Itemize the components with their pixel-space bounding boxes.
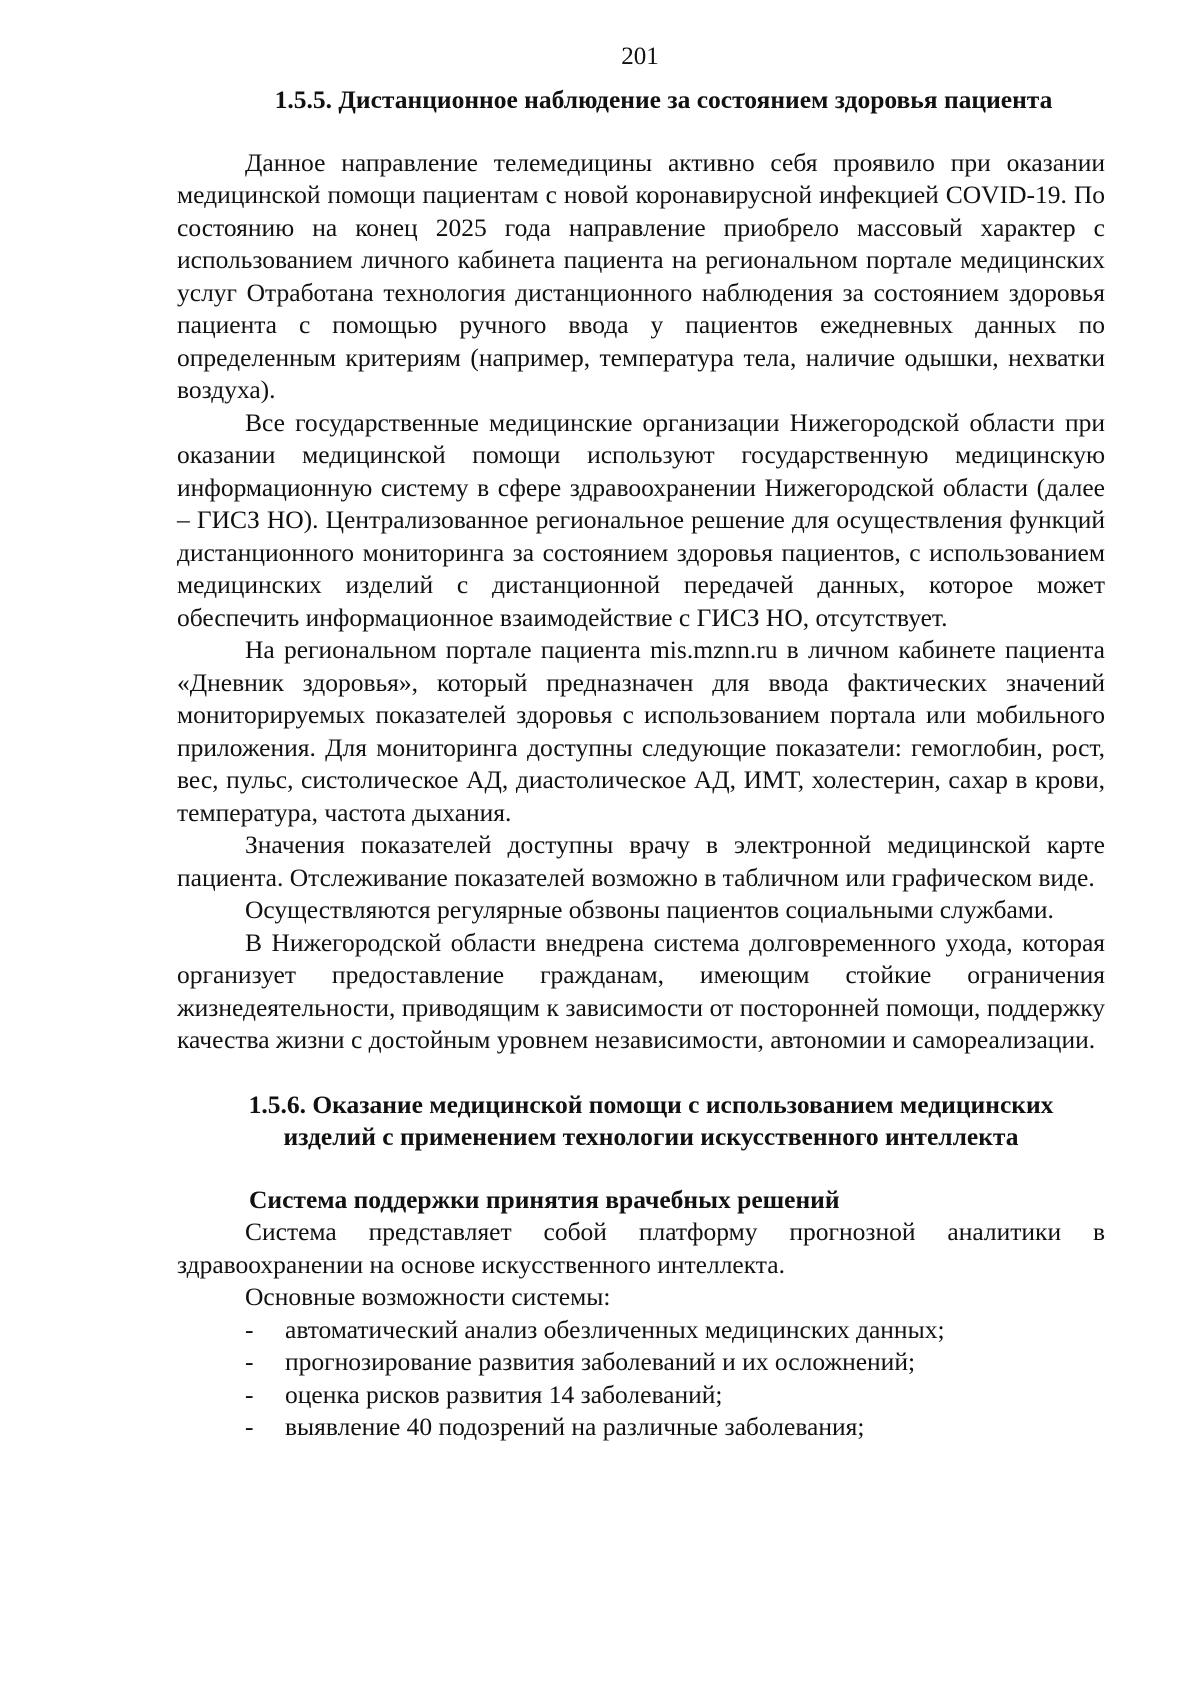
bullet-dash: - [245,1314,254,1344]
paragraph-capabilities-intro: Основные возможности системы: [245,1282,611,1311]
paragraph-indicator-values: Значения показателей доступны врачу в электронной медицинской карте пациента. Отслеживание показателей возможно в табличном или графическом виде. [177,830,1105,892]
list-item [177,1314,1105,1347]
paragraph-health-diary: На региональном портале пациента mis.mznn.ru в личном кабинете пациента «Дневник здоровья», который предназначен для ввода фактических значений мониторируемых показателей здоровья с использованием портала или мобильного приложения. Для мониторинга доступны следующие показатели: гемоглобин, рост, вес, пульс, систолическое АД, диастолическое АД, ИМТ, холестерин, сахар в крови, температура, частота дыхания. [177,635,1105,827]
page-number: 201 [621,43,659,70]
list-item-text: прогнозирование развития заболеваний и их осложнений; [285,1347,916,1376]
subheading-decision-support: Система поддержки принятия врачебных решений [249,1184,840,1214]
list-item [177,1411,1105,1444]
paragraph-social-calls: Осуществляются регулярные обзвоны пациентов социальными службами. [245,895,1054,924]
capabilities-list [177,1314,1105,1444]
section-heading-1-5-6-line-2: изделий с применением технологии искусственного интеллекта [283,1122,1019,1151]
list-item [177,1346,1105,1379]
paragraph-long-term-care: В Нижегородской области внедрена система долговременного ухода, которая организует предоставление гражданам, имеющим стойкие ограничения жизнедеятельности, приводящим к зависимости от посторонней помощи, поддержку качества жизни с достойным уровнем независимости, автономии и самореализации. [177,927,1105,1054]
paragraph-gisz-no: Все государственные медицинские организации Нижегородской области при оказании медицинской помощи используют государственную медицинскую информационную систему в сфере здравоохранении Нижегородской области (далее – ГИСЗ НО). Централизованное региональное решение для осуществления функций дистанционного мониторинга за состоянием здоровья пациентов, с использованием медицинских изделий с дистанционной передачей данных, которое может обеспечить информационное взаимодействие с ГИСЗ НО, отсутствует. [177,407,1105,632]
bullet-dash: - [245,1379,254,1409]
list-item-text: автоматический анализ обезличенных медицинских данных; [285,1314,945,1344]
bullet-dash: - [245,1347,254,1376]
section-heading-1-5-6 [177,1089,1105,1154]
section-heading-1-5-5: 1.5.5. Дистанционное наблюдение за состоянием здоровья пациента [274,85,1053,114]
list-item [177,1379,1105,1412]
list-item-text: выявление 40 подозрений на различные заболевания; [285,1412,865,1441]
paragraph-telemedicine-direction: Данное направление телемедицины активно себя проявило при оказании медицинской помощи пациентам с новой коронавирусной инфекцией COVID-19. По состоянию на конец 2025 года направление приобрело массовый характер с использованием личного кабинета пациента на региональном портале медицинских услуг Отработана технология дистанционного наблюдения за состоянием здоровья пациента с помощью ручного ввода у пациентов ежедневных данных по определенным критериям (например, температура тела, наличие одышки, нехватки воздуха). [177,147,1105,404]
page-content [177,84,1105,1444]
paragraph-system-description: Система представляет собой платформу прогнозной аналитики в здравоохранении на основе искусственного интеллекта. [177,1217,1105,1279]
list-item-text: оценка рисков развития 14 заболеваний; [285,1379,723,1409]
section-heading-1-5-6-line-1: 1.5.6. Оказание медицинской помощи с использованием медицинских [248,1089,1054,1119]
bullet-dash: - [245,1412,254,1441]
